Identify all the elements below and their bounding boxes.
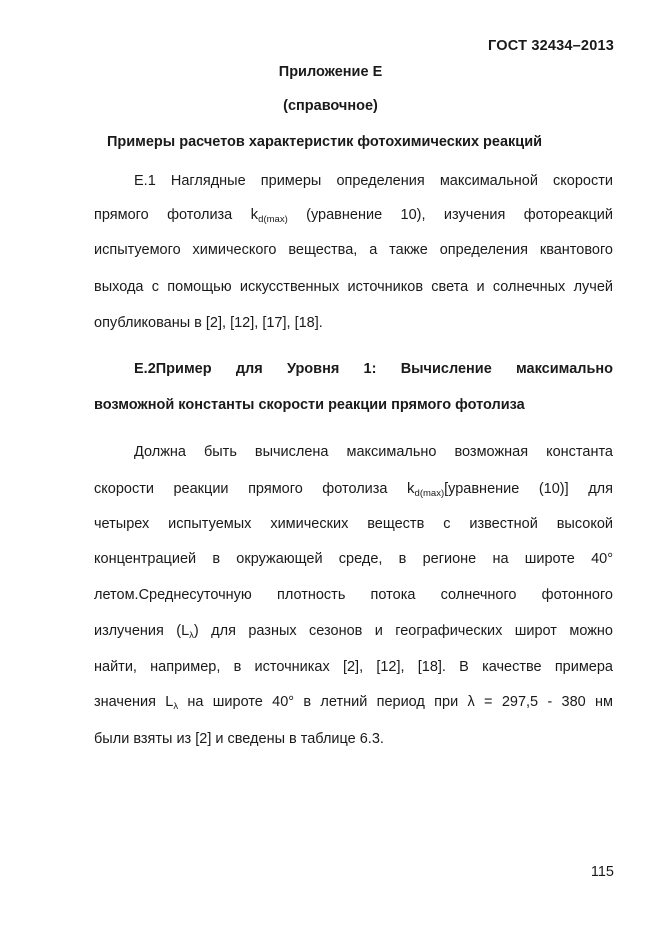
page-number: 115	[590, 864, 614, 880]
text-line: летом.Среднесуточную плотность потока солнечного фотонного	[94, 587, 613, 603]
section-title: Примеры расчетов характеристик фотохимических реакций	[106, 134, 543, 150]
subscript: λ	[173, 701, 179, 712]
subscript: d(max)	[258, 214, 288, 225]
text-line: выхода с помощью искусственных источников света и солнечных лучей	[94, 279, 613, 295]
text-line	[94, 205, 613, 225]
subscript: λ	[189, 630, 194, 641]
text-line: Е.1 Наглядные примеры определения максимальной скорости	[134, 173, 613, 189]
text-fragment: прямого фотолиза	[94, 207, 251, 223]
text-line	[94, 692, 613, 712]
text-line: были взяты из [2] и сведены в таблице 6.3.	[94, 731, 384, 747]
text-fragment: излучения (L	[94, 623, 190, 639]
subscript: d(max)	[414, 488, 445, 499]
text-line: испытуемого химического вещества, а также определения квантового	[94, 242, 613, 258]
text-line: Должна быть вычислена максимально возможная константа	[134, 444, 613, 460]
heading-line: Е.2Пример для Уровня 1: Вычисление максимально	[134, 361, 613, 377]
text-fragment: ) для разных сезонов и географических широт можно	[193, 623, 613, 639]
symbol-k: k	[250, 206, 259, 223]
symbol-k: k	[407, 480, 415, 497]
text-fragment: скорости реакции прямого фотолиза	[94, 481, 408, 497]
text-line: четырех испытуемых химических веществ с известной высокой	[94, 516, 613, 532]
text-line: концентрацией в окружающей среде, в регионе на широте 40°	[94, 551, 613, 567]
text-fragment: значения L	[94, 694, 174, 710]
heading-line: возможной константы скорости реакции прямого фотолиза	[94, 397, 525, 413]
appendix-title: Приложение Е	[278, 64, 383, 80]
text-fragment: (уравнение 10), изучения фотореакций	[287, 207, 614, 223]
appendix-type: (справочное)	[283, 98, 378, 114]
text-line	[94, 479, 613, 499]
text-line	[94, 621, 613, 641]
text-fragment: на широте 40° в летний период при λ = 297,5 - 380 нм	[178, 694, 614, 710]
text-line: найти, например, в источниках [2], [12], [18]. В качестве примера	[94, 659, 613, 675]
text-line: опубликованы в [2], [12], [17], [18].	[94, 315, 323, 331]
text-fragment: [уравнение (10)] для	[444, 481, 613, 497]
standard-number: ГОСТ 32434–2013	[488, 38, 614, 54]
